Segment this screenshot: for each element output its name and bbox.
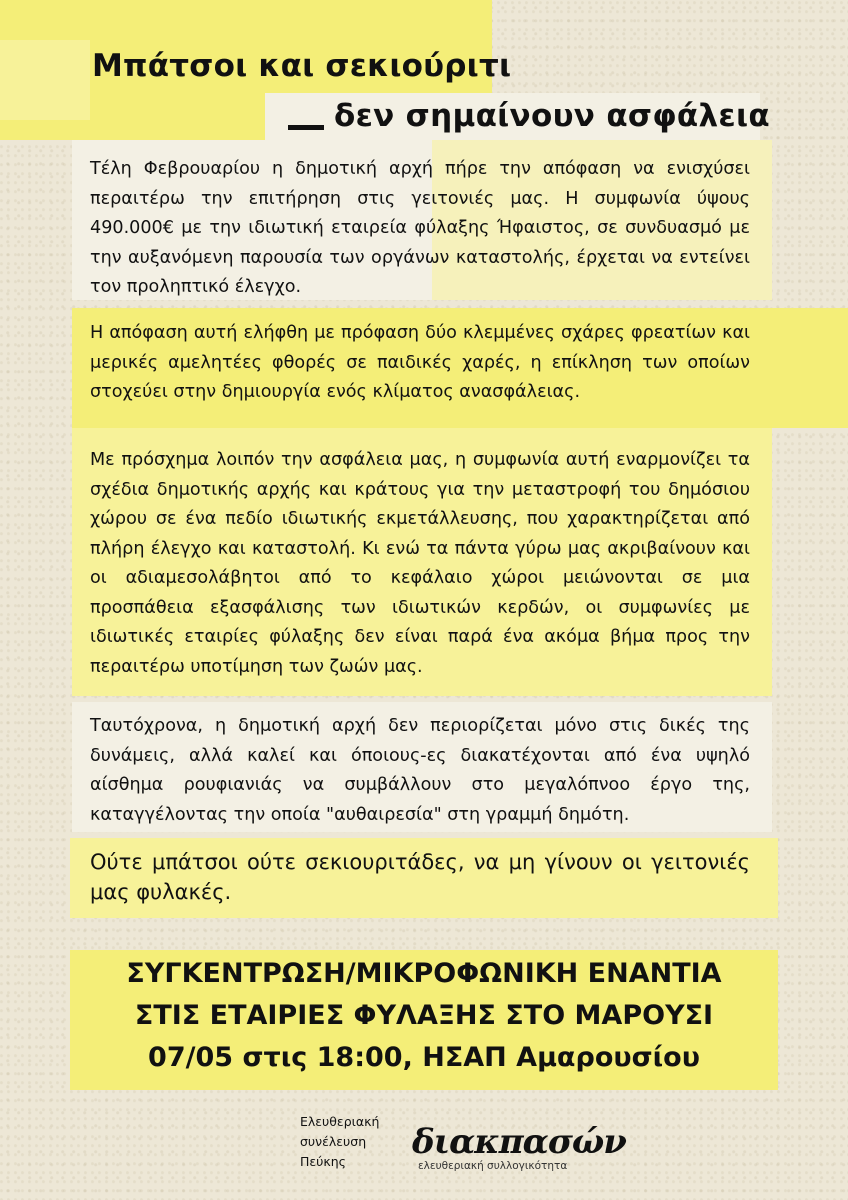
event-line-1: ΣΥΓΚΕΝΤΡΩΣΗ/ΜΙΚΡΟΦΩΝΙΚΗ ΕΝΑΝΤΙΑ	[126, 958, 722, 989]
signature-group-1	[300, 1112, 379, 1172]
paragraph-3: Με πρόσχημα λοιπόν την ασφάλεια μας, η συμφωνία αυτή εναρμονίζει τα σχέδια δημοτικής αρχής και κράτους για την μεταστροφή του δημόσιου χώρου σε ένα πεδίο ιδιωτικής εκμετάλλευσης, που χαρακτηρίζεται από πλήρη έλεγχο και καταστολή. Κι ενώ τα πάντα γύρω μας ακριβαίνουν και οι αδιαμεσολάβητοι από το κεφάλαιο χώροι μειώνονται σε μια προσπάθεια εξασφάλισης των ιδιωτικών κερδών, οι συμφωνίες με ιδιωτικές εταιρίες φύλαξης δεν είναι παρά ένα ακόμα βήμα προς την περαιτέρω υποτίμηση των ζωών μας.	[90, 450, 750, 677]
paragraph-1: Τέλη Φεβρουαρίου η δημοτική αρχή πήρε την απόφαση να ενισχύσει περαιτέρω την επιτήρηση στις γειτονιές μας. Η συμφωνία ύψους 490.000€ με την ιδιωτική εταιρεία φύλαξης Ήφαιστος, σε συνδυασμό με την αυξανόμενη παρουσία των οργάνων καταστολής, έρχεται να εντείνει τον προληπτικό έλεγχο.	[90, 159, 750, 297]
top-band-block	[0, 40, 90, 120]
paragraph-4: Ταυτόχρονα, η δημοτική αρχή δεν περιορίζεται μόνο στις δικές της δυνάμεις, αλλά καλεί και όποιους-ες διακατέχονται από ένα υψηλό αίσθημα ρουφιανιάς να συμβάλλουν στο μεγαλόπνοο έργο της, καταγγέλοντας την οποία "αυθαιρεσία" στη γραμμή δημότη.	[90, 716, 750, 825]
diakpason-subtitle: ελευθεριακή συλλογικότητα	[418, 1160, 568, 1172]
paragraph-2: Η απόφαση αυτή ελήφθη με πρόφαση δύο κλεμμένες σχάρες φρεατίων και μερικές αμελητέες φθορές σε παιδικές χαρές, η επίκληση των οποίων στοχεύει στην δημιουργία ενός κλίματος ανασφάλειας.	[90, 323, 750, 402]
event-line-3: 07/05 στις 18:00, ΗΣΑΠ Αμαρουσίου	[148, 1042, 700, 1073]
signature-1-line-1: Ελευθεριακή	[300, 1114, 380, 1129]
slogan: Ούτε μπάτσοι ούτε σεκιουριτάδες, να μη γίνουν οι γειτονιές μας φυλακές.	[90, 850, 750, 904]
signature-1-line-3: Πεύκης	[300, 1154, 347, 1169]
title-line-2: δεν σημαίνουν ασφάλεια	[334, 98, 770, 134]
event-line-2: ΣΤΙΣ ΕΤΑΙΡΙΕΣ ΦΥΛΑΞΗΣ ΣΤΟ ΜΑΡΟΥΣΙ	[134, 1000, 714, 1031]
signature-1-line-2: συνέλευση	[300, 1134, 367, 1149]
diakpason-logo: διακπασών	[412, 1122, 626, 1162]
title-line-1: Μπάτσοι και σεκιούριτι	[92, 48, 512, 84]
title-dash	[288, 125, 324, 130]
